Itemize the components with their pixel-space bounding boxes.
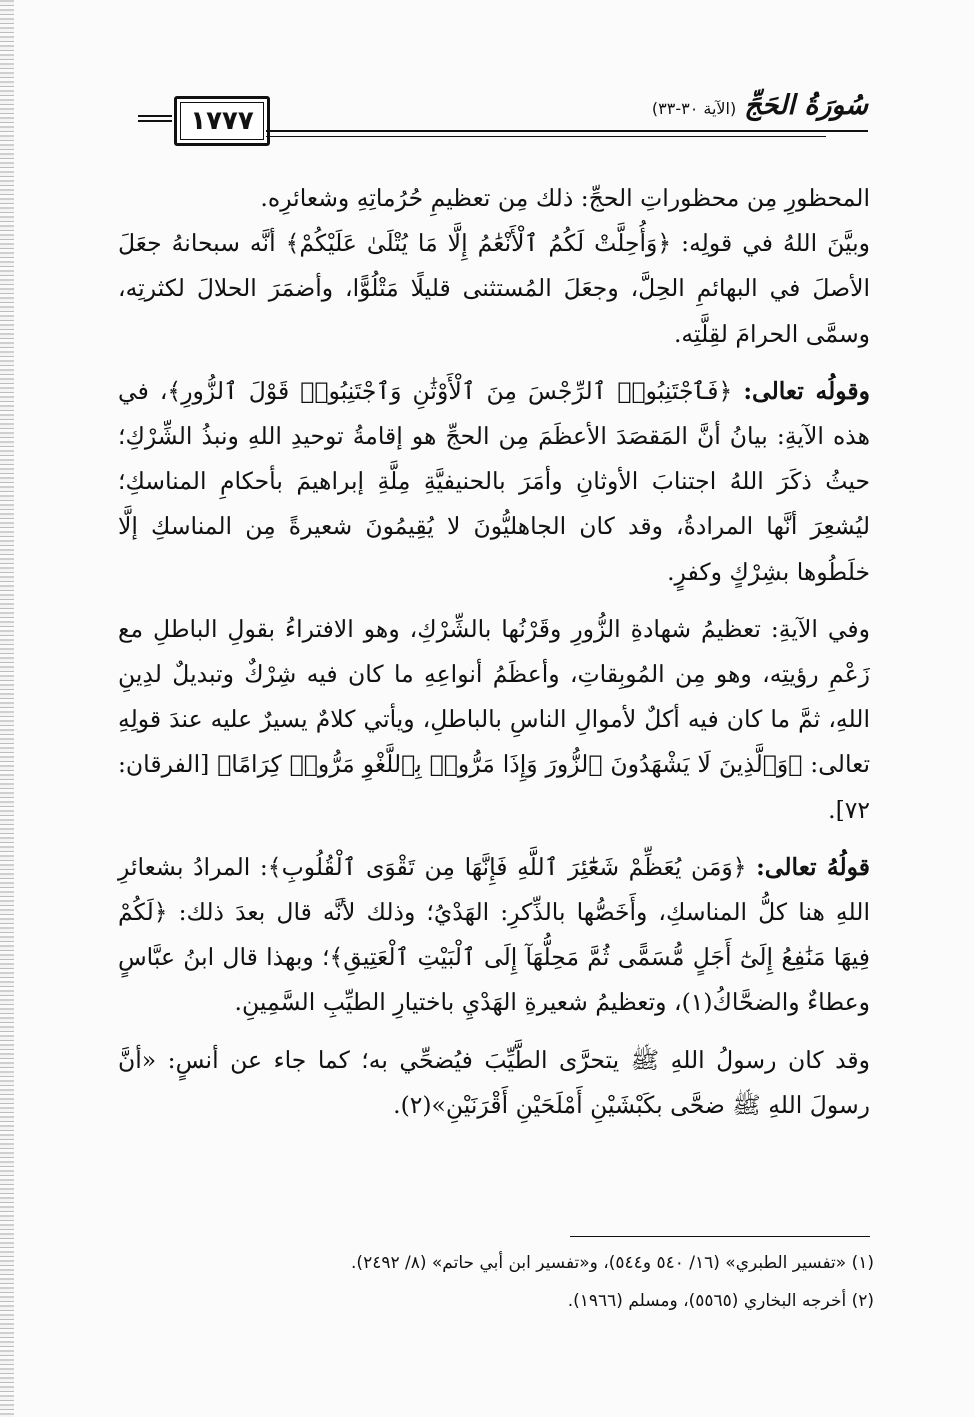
paragraph bbox=[118, 176, 870, 221]
binding-edge bbox=[0, 0, 14, 1417]
paragraph bbox=[118, 607, 870, 833]
page-header bbox=[138, 90, 868, 158]
paragraph-text: وفي الآيةِ: تعظيمُ شهادةِ الزُّورِ وقَرْنُها بالشِّرْكِ، وهو الافتراءُ بقولِ الباطلِ مع زَعْمِ رؤيتِه، وهو مِن المُوبِقاتِ، وأعظَمُ أنواعِهِ ما كان فيه شِرْكٌ وتبديلٌ لدِينِ اللهِ، ثمَّ ما كان فيه أكلٌ لأموالِ الناسِ بالباطلِ، ويأتي كلامٌ يسيرٌ عليه عندَ قولِهِ تعالى: ﴿وَٱلَّذِينَ لَا يَشْهَدُونَ ٱلزُّورَ وَإِذَا مَرُّوا۟ بِٱللَّغْوِ مَرُّوا۟ كِرَامًا﴾ [الفرقان: ٧٢]. bbox=[118, 614, 870, 824]
footnote-divider bbox=[570, 1236, 870, 1237]
paragraph-lead: قولُهُ تعالى: bbox=[756, 852, 870, 881]
surah-heading bbox=[652, 90, 868, 121]
header-rule bbox=[266, 130, 868, 132]
paragraph bbox=[118, 369, 870, 595]
header-rule bbox=[138, 115, 172, 117]
paragraph bbox=[118, 221, 870, 357]
surah-title: سُورَةُ الحَجِّ bbox=[744, 90, 868, 121]
paragraph-lead: وقولُه تعالى: bbox=[743, 376, 870, 405]
footnotes bbox=[118, 1244, 874, 1320]
main-text bbox=[118, 176, 870, 1128]
header-rule bbox=[138, 120, 172, 122]
paragraph-text: المحظورِ مِن محظوراتِ الحجِّ: ذلك مِن تعظيمِ حُرُماتِهِ وشعائرِه. bbox=[260, 184, 870, 212]
paragraph-text: ﴿فَٱجْتَنِبُوا۟ ٱلرِّجْسَ مِنَ ٱلْأَوْثَٰنِ وَٱجْتَنِبُوا۟ قَوْلَ ٱلزُّورِ﴾، في هذه الآيةِ: بيانُ أنَّ المَقصَدَ الأعظَمَ مِن الحجِّ هو إقامةُ توحيدِ اللهِ ونبذُ الشِّرْكِ؛ حيثُ ذكَرَ اللهُ اجتنابَ الأوثانِ وأمَرَ بالحنيفيَّةِ مِلَّةِ إبراهيمَ بأحكامِ المناسكِ؛ ليُشعِرَ أنَّها المرادةُ، وقد كان الجاهليُّونَ لا يُقِيمُونَ شعيرةً مِن المناسكِ إلَّا خلَطُوها بشِرْكٍ وكفرٍ. bbox=[118, 376, 870, 586]
paragraph-text: ﴿وَمَن يُعَظِّمْ شَعَٰٓئِرَ ٱللَّهِ فَإِنَّهَا مِن تَقْوَى ٱلْقُلُوبِ﴾: المرادُ بشعائرِ اللهِ هنا كلُّ المناسكِ، وأَخَصُّها بالذِّكرِ: الهَدْيُ؛ وذلك لأنَّه قال بعدَ ذلك: ﴿لَكُمْ فِيهَا مَنَٰفِعُ إِلَىٰٓ أَجَلٍ مُّسَمًّى ثُمَّ مَحِلُّهَآ إِلَى ٱلْبَيْتِ ٱلْعَتِيقِ﴾؛ وبهذا قال ابنُ عبَّاسٍ وعطاءٌ والضحَّاكُ(١)، وتعظيمُ شعيرةِ الهَدْيِ باختيارِ الطيِّبِ السَّمِينِ. bbox=[118, 852, 870, 1017]
paragraph bbox=[118, 1038, 870, 1128]
paragraph bbox=[118, 845, 870, 1026]
footnote: (١) «تفسير الطبري» (١٦/ ٥٤٠ و٥٤٤)، و«تفسير ابن أبي حاتم» (٨/ ٢٤٩٢). bbox=[351, 1253, 874, 1273]
verse-range: (الآية ٣٠-٣٣) bbox=[651, 99, 737, 118]
paragraph-text: وبيَّنَ اللهُ في قولِه: ﴿وَأُحِلَّتْ لَكُمُ ٱلْأَنْعَٰمُ إِلَّا مَا يُتْلَىٰ عَلَيْكُمْ﴾ أنَّه سبحانهُ جعَلَ الأصلَ في البهائمِ الحِلَّ، وجعَلَ المُستثنى قليلًا مَتْلُوًّا، وأضمَرَ الحلالَ لكثرتِه، وسمَّى الحرامَ لقِلَّتِه. bbox=[118, 229, 870, 348]
paragraph-text: وقد كان رسولُ اللهِ ﷺ يتحرَّى الطَّيِّبَ فيُضحِّي به؛ كما جاء عن أنسٍ: «أنَّ رسولَ اللهِ ﷺ ضحَّى بكَبْشَيْنِ أَمْلَحَيْنِ أَقْرَنَيْنِ»(٢). bbox=[118, 1045, 870, 1119]
footnote: (٢) أخرجه البخاري (٥٥٦٥)، ومسلم (١٩٦٦). bbox=[567, 1291, 874, 1311]
page-number: ١٧٧٧ bbox=[174, 96, 270, 146]
header-rule bbox=[266, 136, 826, 137]
